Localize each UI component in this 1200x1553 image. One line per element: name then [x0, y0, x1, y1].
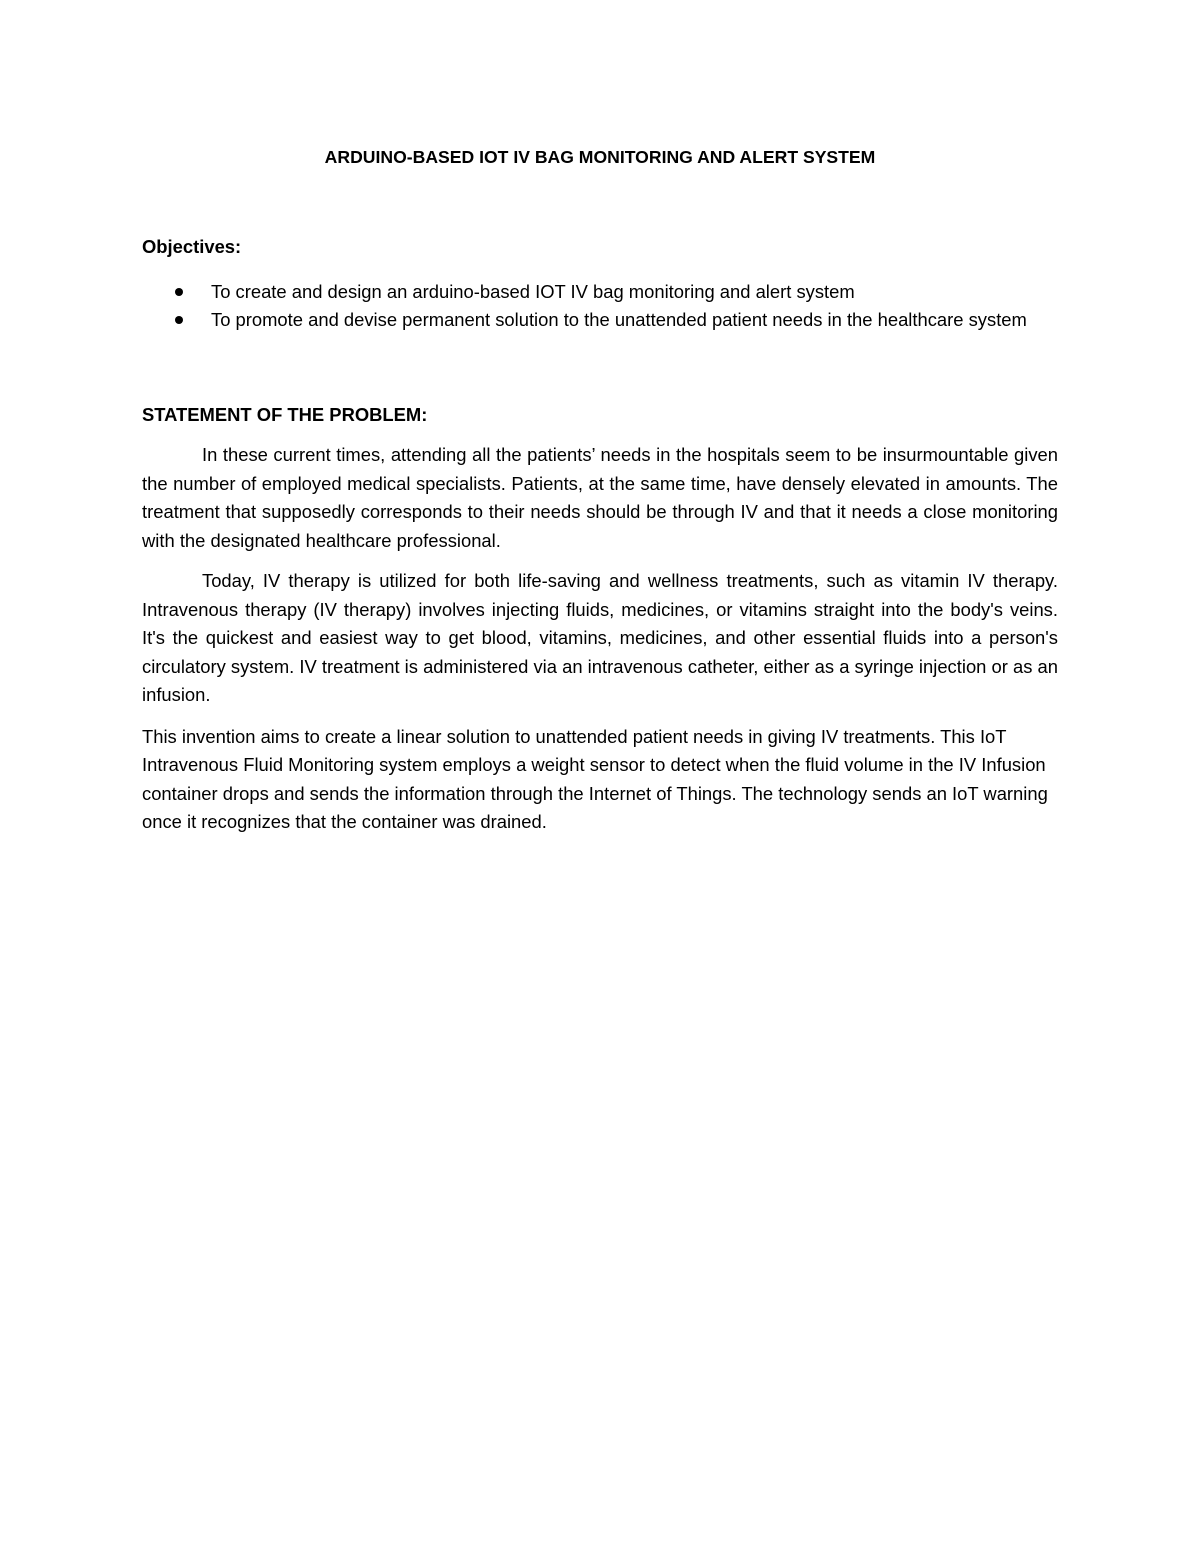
bullet-icon: [175, 288, 183, 296]
problem-paragraph: In these current times, attending all the patients’ needs in the hospitals seem to be insurmountable given the number of employed medical specialists. Patients, at the same time, have densely elevated in amounts. The treatment that supposedly corresponds to their needs should be through IV and that it needs a close monitoring with the designated healthcare professional.: [142, 444, 1058, 551]
document-title: ARDUINO-BASED IOT IV BAG MONITORING AND ALERT SYSTEM: [324, 147, 876, 167]
objective-text: To create and design an arduino-based IOT IV bag monitoring and alert system: [211, 280, 855, 302]
objective-text: To promote and devise permanent solution to the unattended patient needs in the healthcare system: [211, 309, 1027, 330]
bullet-icon: [175, 316, 183, 324]
document-body: [142, 143, 1058, 837]
list-item: [142, 278, 1058, 307]
list-item: [142, 306, 1058, 335]
objectives-heading: Objectives:: [142, 236, 242, 257]
objectives-list: [142, 278, 1058, 335]
problem-statement-heading: STATEMENT OF THE PROBLEM:: [142, 403, 428, 425]
problem-paragraph: Today, IV therapy is utilized for both life-saving and wellness treatments, such as vitamin IV therapy. Intravenous therapy (IV therapy) involves injecting fluids, medicines, or vitamins straight into the body's veins. It's the quickest and easiest way to get blood, vitamins, medicines, and other essential fluids into a person's circulatory system. IV treatment is administered via an intravenous catheter, either as a syringe injection or as an infusion.: [142, 570, 1058, 705]
problem-paragraph: This invention aims to create a linear solution to unattended patient needs in giving IV treatments. This IoT Intravenous Fluid Monitoring system employs a weight sensor to detect when the fluid volume in the IV Infusion container drops and sends the information through the Internet of Things. The technology sends an IoT warning once it recognizes that the container was drained.: [142, 725, 1048, 832]
